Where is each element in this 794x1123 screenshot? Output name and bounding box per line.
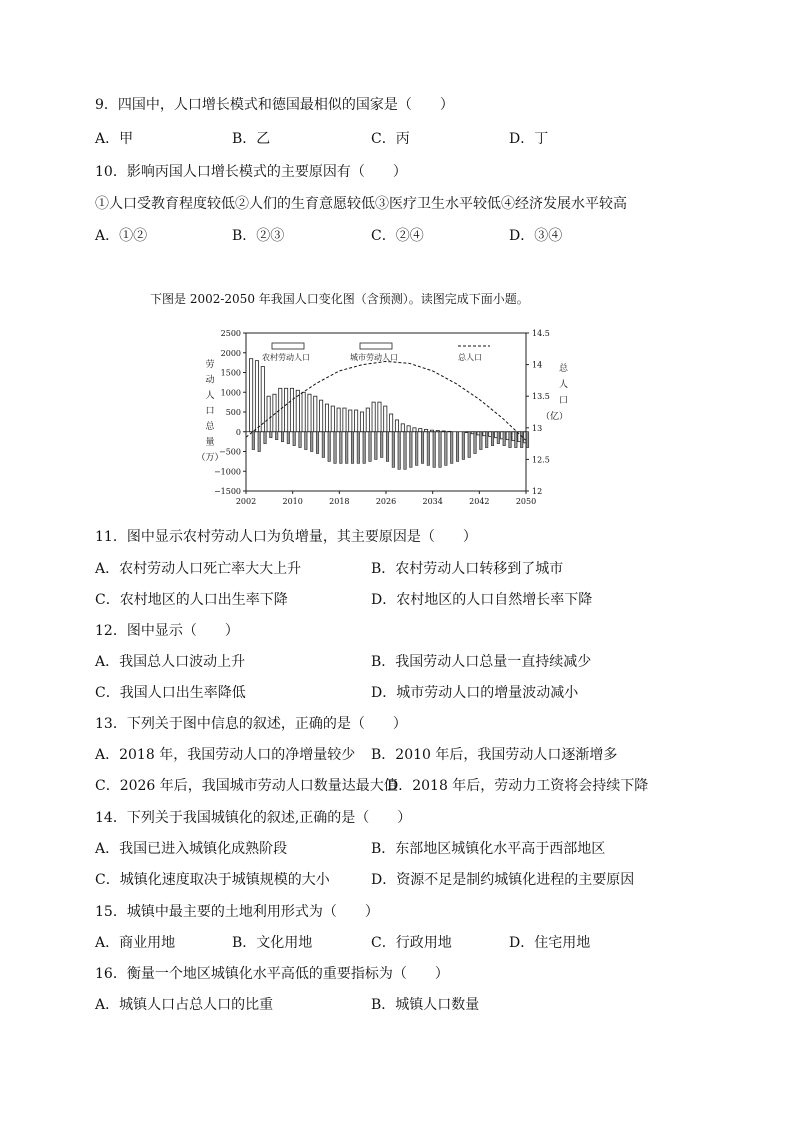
- question-11-stem: 11．图中显示农村劳动人口为负增量，其主要原因是（ ）: [95, 529, 477, 545]
- rural-bar: [439, 432, 441, 468]
- question-14-option-d[interactable]: D．资源不足是制约城镇化进程的主要原因: [371, 872, 635, 888]
- right-tick-label: 13: [532, 423, 543, 433]
- rural-bar: [503, 432, 505, 446]
- rural-bar: [340, 432, 342, 464]
- question-16-option-b[interactable]: B．城镇人口数量: [371, 997, 480, 1013]
- question-14-option-c[interactable]: C．城镇化速度取决于城镇规模的大小: [95, 872, 330, 888]
- urban-bar: [273, 394, 276, 432]
- question-11-option-d[interactable]: D．农村地区的人口自然增长率下降: [371, 592, 593, 608]
- question-13-option-b[interactable]: B．2010 年后，我国劳动人口逐渐增多: [371, 747, 618, 763]
- rural-bar: [485, 432, 487, 448]
- right-tick-label: 14.5: [532, 329, 550, 338]
- urban-bar: [290, 388, 293, 431]
- rural-bar: [450, 432, 452, 464]
- urban-bar: [343, 408, 346, 432]
- rural-bar: [415, 432, 417, 466]
- x-tick-label: 2042: [469, 497, 490, 506]
- left-axis-label-char: 人: [205, 391, 215, 401]
- question-13-option-d[interactable]: D．2018 年后，劳动力工资将会持续下降: [387, 778, 649, 794]
- urban-bar: [320, 400, 323, 432]
- legend-rural-swatch: [272, 343, 304, 349]
- rural-bar: [456, 432, 458, 462]
- question-10-statements: ①人口受教育程度较低②人们的生育意愿较低③医疗卫生水平较低④经济发展水平较高: [95, 196, 627, 212]
- rural-bar: [322, 432, 324, 458]
- rural-bar: [445, 432, 447, 466]
- rural-bar: [386, 432, 388, 462]
- question-12-stem: 12．图中显示（ ）: [95, 623, 239, 639]
- question-12-option-c[interactable]: C．我国人口出生率降低: [95, 685, 246, 701]
- urban-bar: [366, 408, 369, 432]
- rural-bar: [380, 432, 382, 458]
- question-15-option-a[interactable]: A．商业用地: [95, 935, 176, 951]
- urban-bar: [331, 406, 334, 432]
- question-12-option-b[interactable]: B．我国劳动人口总量一直持续减少: [371, 654, 592, 670]
- legend-rural-label: 农村劳动人口: [262, 353, 310, 362]
- rural-bar: [316, 432, 318, 454]
- rural-bar: [369, 432, 371, 462]
- rural-bar: [252, 432, 254, 450]
- rural-bar: [410, 432, 412, 468]
- rural-bar: [491, 432, 493, 446]
- question-11-option-b[interactable]: B．农村劳动人口转移到了城市: [371, 561, 564, 577]
- question-13-stem: 13．下列关于图中信息的叙述，正确的是（ ）: [95, 716, 407, 732]
- question-15-option-c[interactable]: C．行政用地: [371, 935, 452, 951]
- right-tick-label: 13.5: [532, 392, 550, 402]
- question-15-option-b[interactable]: B．文化用地: [232, 935, 313, 951]
- rural-bar: [270, 432, 272, 438]
- left-axis-label-char: 量: [205, 437, 215, 448]
- urban-bar: [413, 428, 416, 432]
- rural-bar: [468, 432, 470, 458]
- question-12-option-d[interactable]: D．城市劳动人口的增量波动减小: [371, 685, 579, 701]
- right-tick-label: 12.5: [532, 455, 550, 465]
- urban-bar: [267, 396, 270, 432]
- rural-bar: [281, 432, 283, 442]
- rural-bar: [497, 432, 499, 444]
- chart-caption: 下图是 2002-2050 年我国人口变化图（含预测）。读图完成下面小题。: [150, 292, 529, 306]
- left-axis-label-char: 口: [205, 406, 215, 417]
- left-tick-label: 2000: [220, 348, 241, 358]
- question-15-stem: 15．城镇中最主要的土地利用形式为（ ）: [95, 904, 379, 920]
- urban-bar: [349, 410, 352, 432]
- legend-urban-swatch: [360, 343, 392, 349]
- urban-bar: [384, 406, 387, 432]
- left-tick-label: 2500: [220, 329, 241, 338]
- right-axis-label-char: 总: [558, 364, 568, 374]
- urban-bar: [285, 388, 288, 431]
- urban-bar: [407, 426, 410, 432]
- left-tick-label: 1500: [220, 368, 241, 378]
- x-tick-label: 2010: [282, 497, 303, 506]
- question-13-option-a[interactable]: A．2018 年，我国劳动人口的净增量较少: [95, 747, 356, 763]
- rural-bar: [275, 432, 277, 440]
- left-tick-label: −1000: [213, 467, 241, 477]
- population-chart: [190, 325, 570, 515]
- rural-bar: [421, 432, 423, 464]
- urban-bar: [302, 392, 305, 432]
- rural-bar: [328, 432, 330, 462]
- rural-bar: [392, 432, 394, 468]
- question-9-option-a[interactable]: A．甲: [95, 131, 134, 147]
- question-10-option-d[interactable]: D．③④: [509, 228, 563, 244]
- rural-bar: [427, 432, 429, 466]
- left-tick-label: −500: [219, 447, 241, 457]
- rural-bar: [258, 432, 260, 452]
- urban-bar: [308, 394, 311, 432]
- question-15-option-d[interactable]: D．住宅用地: [509, 935, 591, 951]
- rural-bar: [398, 432, 400, 470]
- rural-bar: [264, 432, 266, 444]
- left-axis-label-char: 劳: [205, 360, 215, 370]
- rural-bar: [287, 432, 289, 444]
- right-tick-label: 12: [532, 487, 543, 496]
- urban-bar: [261, 367, 264, 432]
- x-tick-label: 2002: [235, 497, 257, 506]
- question-11-option-c[interactable]: C．农村地区的人口出生率下降: [95, 592, 288, 608]
- question-14-stem: 14．下列关于我国城镇化的叙述,正确的是（ ）: [95, 810, 412, 826]
- right-axis-label-char: （亿）: [540, 412, 568, 422]
- rural-bar: [363, 432, 365, 464]
- urban-bar: [401, 424, 404, 432]
- rural-bar: [310, 432, 312, 452]
- rural-bar: [305, 432, 307, 450]
- x-tick-label: 2034: [422, 497, 443, 506]
- legend-total-label: 总人口: [458, 353, 482, 362]
- left-tick-label: −1500: [213, 487, 241, 496]
- rural-bar: [526, 432, 528, 448]
- urban-bar: [395, 420, 398, 432]
- rural-bar: [404, 432, 406, 470]
- urban-bar: [250, 359, 253, 432]
- legend-urban-label: 城市劳动人口: [350, 353, 398, 362]
- question-9-stem: 9．四国中，人口增长模式和德国最相似的国家是（ ）: [95, 97, 454, 113]
- urban-bar: [360, 412, 363, 432]
- x-tick-label: 2018: [329, 497, 350, 506]
- rural-bar: [357, 432, 359, 464]
- urban-bar: [372, 402, 375, 432]
- left-axis-label-char: （万）: [196, 453, 224, 463]
- urban-bar: [337, 408, 340, 432]
- rural-bar: [520, 432, 522, 448]
- question-16-stem: 16．衡量一个地区城镇化水平高低的重要指标为（ ）: [95, 966, 449, 982]
- question-10-option-b[interactable]: B．②③: [232, 228, 285, 244]
- left-tick-label: 0: [235, 427, 241, 437]
- left-tick-label: 1000: [220, 388, 241, 398]
- rural-bar: [433, 432, 435, 468]
- urban-bar: [314, 396, 317, 432]
- question-16-option-a[interactable]: A．城镇人口占总人口的比重: [95, 997, 274, 1013]
- right-tick-label: 14: [532, 360, 543, 370]
- left-axis-label-char: 总: [205, 422, 215, 432]
- rural-bar: [299, 432, 301, 448]
- rural-bar: [345, 432, 347, 464]
- question-11-option-a[interactable]: A．农村劳动人口死亡率大大上升: [95, 561, 302, 577]
- urban-bar: [378, 402, 381, 432]
- question-9-option-c[interactable]: C．丙: [371, 131, 410, 147]
- x-tick-label: 2026: [375, 497, 397, 506]
- rural-bar: [474, 432, 476, 454]
- question-13-option-c[interactable]: C．2026 年后，我国城市劳动人口数量达最大值: [95, 778, 398, 794]
- left-axis-label-char: 动: [205, 375, 215, 386]
- rural-bar: [515, 432, 517, 448]
- question-14-option-a[interactable]: A．我国已进入城镇化成熟阶段: [95, 841, 288, 857]
- right-axis-label-char: 人: [558, 380, 568, 390]
- question-14-option-b[interactable]: B．东部地区城镇化水平高于西部地区: [371, 841, 606, 857]
- urban-bar: [355, 410, 358, 432]
- question-9-option-d[interactable]: D．丁: [509, 131, 549, 147]
- question-9-option-b[interactable]: B．乙: [232, 131, 271, 147]
- question-10-stem: 10．影响丙国人口增长模式的主要原因有（ ）: [95, 164, 407, 180]
- right-axis-label-char: 口: [558, 396, 568, 406]
- urban-bar: [419, 429, 422, 432]
- rural-bar: [509, 432, 511, 448]
- rural-bar: [351, 432, 353, 464]
- x-tick-label: 2050: [515, 497, 537, 506]
- rural-bar: [293, 432, 295, 446]
- urban-bar: [255, 361, 258, 432]
- left-tick-label: 500: [225, 408, 241, 417]
- urban-bar: [325, 404, 328, 432]
- rural-bar: [334, 432, 336, 464]
- rural-bar: [480, 432, 482, 450]
- urban-bar: [390, 414, 393, 432]
- question-12-option-a[interactable]: A．我国总人口波动上升: [95, 654, 246, 670]
- question-10-option-a[interactable]: A．①②: [95, 228, 148, 244]
- question-10-option-c[interactable]: C．②④: [371, 228, 424, 244]
- rural-bar: [375, 432, 377, 460]
- rural-bar: [462, 432, 464, 460]
